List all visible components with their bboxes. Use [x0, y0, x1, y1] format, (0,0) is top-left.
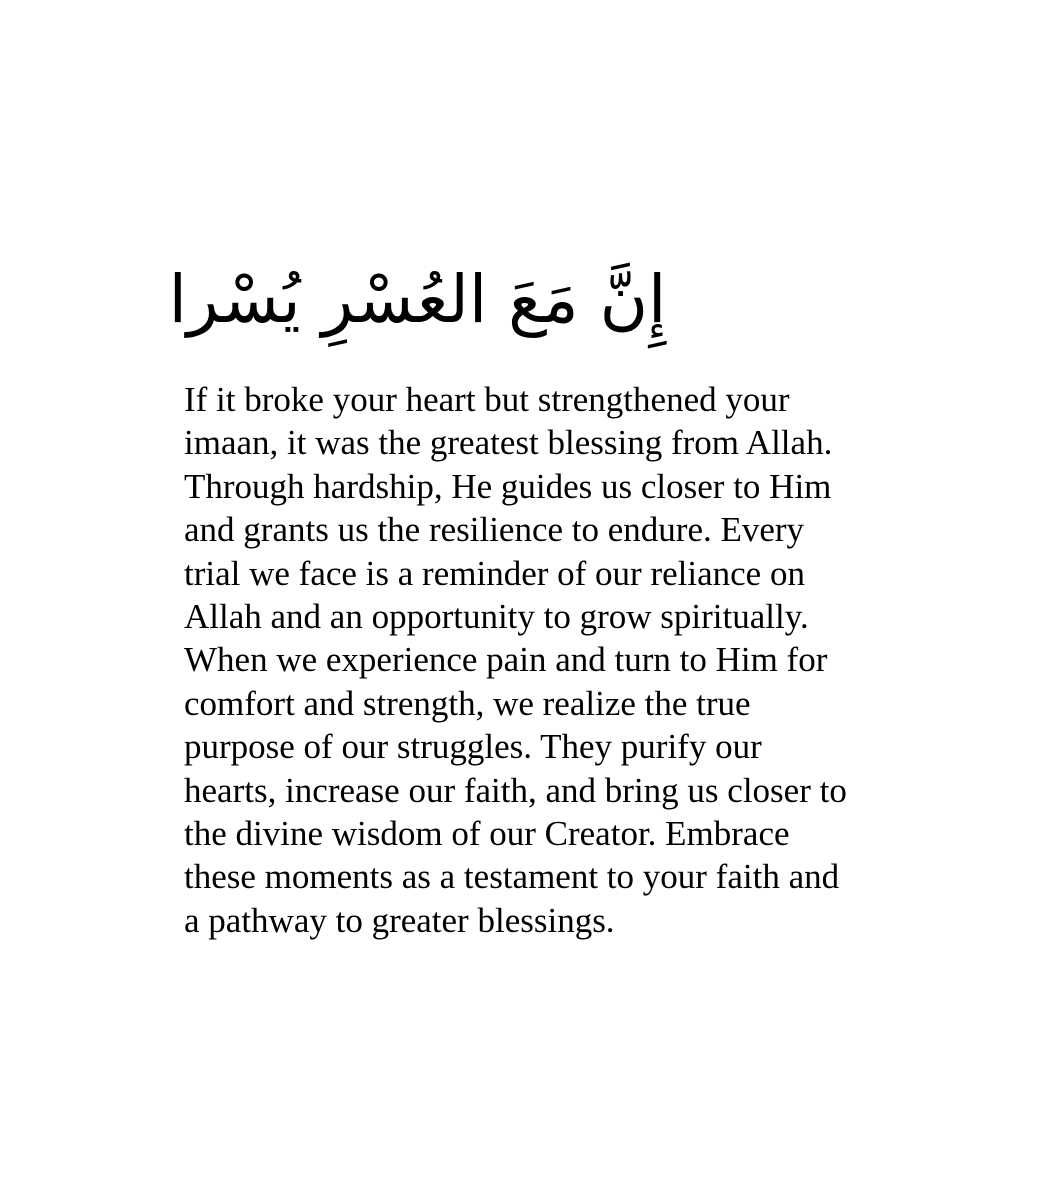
paragraph-line: a pathway to greater blessings.	[184, 900, 615, 940]
paragraph-line: imaan, it was the greatest blessing from Allah.	[184, 423, 833, 463]
paragraph-line: trial we face is a reminder of our reliance on	[184, 553, 805, 593]
paragraph-line: If it broke your heart but strengthened your	[184, 380, 790, 419]
reflection-paragraph	[184, 378, 944, 942]
paragraph-line: purpose of our struggles. They purify our	[184, 727, 762, 767]
paragraph-line: the divine wisdom of our Creator. Embrace	[184, 814, 790, 854]
paragraph-line: Allah and an opportunity to grow spiritually.	[184, 597, 809, 637]
paragraph-line: Through hardship, He guides us closer to Him	[184, 466, 832, 506]
arabic-verse: إِنَّ مَعَ العُسْرِ يُسْرا	[168, 261, 667, 338]
paragraph-line: hearts, increase our faith, and bring us closer to	[184, 770, 847, 810]
paragraph-line: and grants us the resilience to endure. Every	[184, 510, 805, 550]
paragraph-line: comfort and strength, we realize the true	[184, 683, 751, 723]
paragraph-line: these moments as a testament to your faith and	[184, 857, 840, 897]
paragraph-line: When we experience pain and turn to Him for	[184, 640, 828, 680]
